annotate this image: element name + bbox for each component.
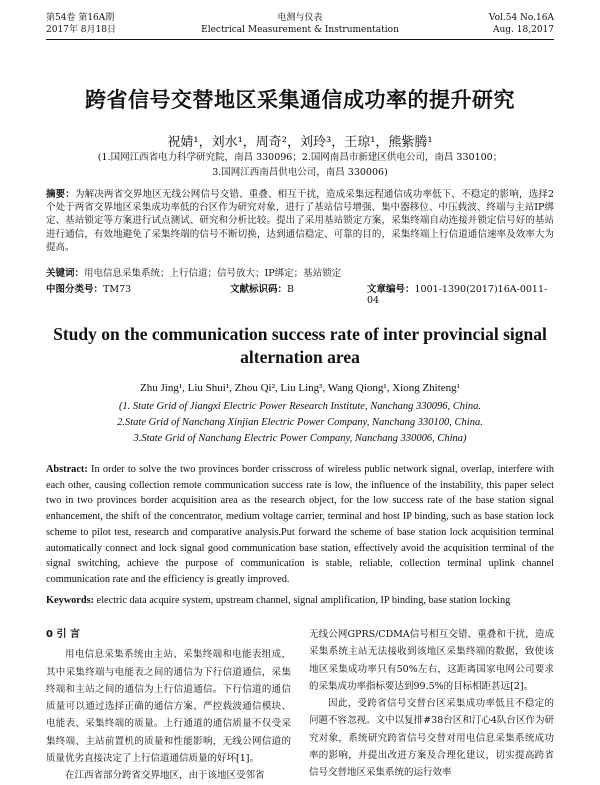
keywords-text-en: electric data acquire system, upstream channel, signal amplification, IP binding, base station locking	[94, 595, 511, 606]
affiliation-line: 2.State Grid of Nanchang Xinjian Electric Power Company, Nanchang 330100, China.	[117, 417, 483, 428]
abstract-en	[46, 462, 554, 588]
affiliations-en	[40, 399, 560, 447]
clc-number: 中图分类号：TM73	[46, 284, 132, 295]
abstract-text-en: In order to solve the two provinces border crisscross of wireless public network signal, overlap, interfere with each other, causing collection remote communication success rate is low, the influence of the instability, this paper select two in two provinces border acquisition area as the research object, for the low success rate of the base station signal enhancement, the shift of the concentrator, medium voltage carrier, terminal and host IP binding, such as base station lock scheme to pilot test, research and comparative analysis.Put forward the scheme of base station lock acquisition terminal automatically connect and lock signal good communication base station, effectively avoid the acquisition terminal of the signal switching, achieve the purpose of communication is stable, reliable, collection terminal uplink channel communication rate and the efficiency is greatly improved.	[46, 464, 554, 585]
affiliation-line: 3.State Grid of Nanchang Electric Power Company, Nanchang 330006, China)	[133, 433, 467, 444]
journal-issue-info-en	[489, 12, 554, 36]
keywords-en	[46, 594, 554, 608]
affiliations-cn	[40, 150, 560, 180]
article-number: 文章编号：1001-1390(2017)16A-0011-04	[367, 284, 548, 306]
header-rule	[46, 39, 554, 40]
keywords-label-cn: 关键词：	[46, 268, 85, 279]
authors-cn: 祝婧¹，刘水¹，周奇²，刘玲³，王琼¹，熊紫腾¹	[167, 135, 433, 150]
keywords-text-cn: 用电信息采集系统；上行信道；信号放大；IP绑定；基站锁定	[84, 268, 342, 279]
paper-title-en	[40, 323, 560, 369]
volume-issue: 第54卷 第16A期	[46, 13, 115, 23]
body-column-left	[46, 626, 291, 785]
body-paragraph: 因此，受跨省信号交替台区采集成功率低且不稳定的问题不容忽视。文中以复排#38台区和汀心4队台区作为研究对象，系统研究跨省信号交替对用电信息采集系统成功率的影响，并提出改进方案及合理化建议，切实提高跨省信号交替地区采集系统的运行效率	[309, 698, 554, 779]
classification-line	[46, 281, 554, 306]
affiliation-line: 3.国网江西南昌供电公司，南昌 330006)	[212, 167, 388, 178]
abstract-label-en: Abstract:	[46, 464, 88, 475]
issue-date: 2017年 8月18日	[46, 25, 116, 35]
body-paragraph: 用电信息采集系统由主站、采集终端和电能表组成，其中采集终端与电能表之间的通信为下行信道通信，采集终端和主站之间的通信为上行信道通信。下行信道的通信质量可以通过选择正确的通信方案、严控载波通信模块、电能表、采集终端的质量。上行通道的通信质量不仅受采集终端、主站前置机的质量和性能影响，无线公网信道的质量优劣直接决定了上行信道通信质量的好坏[1]。	[46, 649, 291, 765]
issue-date-en: Aug. 18,2017	[493, 25, 554, 35]
title-line: Study on the communication success rate of inter provincial signal	[53, 324, 547, 344]
document-code: 文献标识码：B	[230, 284, 294, 295]
affiliation-line: (1.国网江西省电力科学研究院，南昌 330096；2.国网南昌市新建区供电公司，南昌 330100；	[97, 152, 503, 163]
journal-name-cn: 电测与仪表	[277, 13, 323, 23]
authors-en: Zhu Jing¹, Liu Shui¹, Zhou Qi², Liu Ling³, Wang Qiong¹, Xiong Zhiteng¹	[140, 382, 460, 394]
body-paragraph: 在江西省部分跨省交界地区，由于该地区受邻省	[65, 770, 265, 782]
journal-name	[46, 12, 554, 36]
body-column-right	[309, 626, 554, 782]
abstract-label-cn: 摘要：	[46, 189, 75, 200]
abstract-text-cn: 为解决两省交界地区无线公网信号交错、重叠、相互干扰，造成采集远程通信成功率低下、不稳定的影响，选择2个处于两省交界地区采集成功率低的台区作为研究对象，进行了基站信号增强、集中器移位、中压载波、终端与主站IP绑定、基站锁定等方案进行试点测试、研究和分析比较。提出了采用基站锁定方案，采集终端自动连接并锁定信号好的基站进行通信，有效地避免了采集终端的信号不断切换，达到通信稳定、可靠的目的，采集终端上行信道通信速率及效率大为提高。	[46, 189, 554, 253]
keywords-label-en: Keywords:	[46, 595, 95, 606]
volume-issue-en: Vol.54 No.16A	[488, 13, 554, 23]
title-line: alternation area	[240, 347, 360, 367]
running-head	[46, 12, 554, 38]
section-heading: 0 引 言	[46, 629, 80, 640]
abstract-cn	[46, 188, 554, 254]
keywords-cn	[46, 267, 554, 280]
body-paragraph: 无线公网GPRS/CDMA信号相互交错、重叠和干扰，造成采集系统主站无法接收到该地区采集终端的数据，致使该地区采集成功率只有50%左右，这距离国家电网公司要求的采集成功率指标要达到99.5%的目标相距甚远[2]。	[309, 629, 554, 692]
paper-title-cn: 跨省信号交替地区采集通信成功率的提升研究	[85, 88, 515, 112]
affiliation-line: (1. State Grid of Jiangxi Electric Power Research Institute, Nanchang 330096, China.	[118, 401, 482, 412]
journal-name-en: Electrical Measurement & Instrumentation	[201, 25, 399, 35]
